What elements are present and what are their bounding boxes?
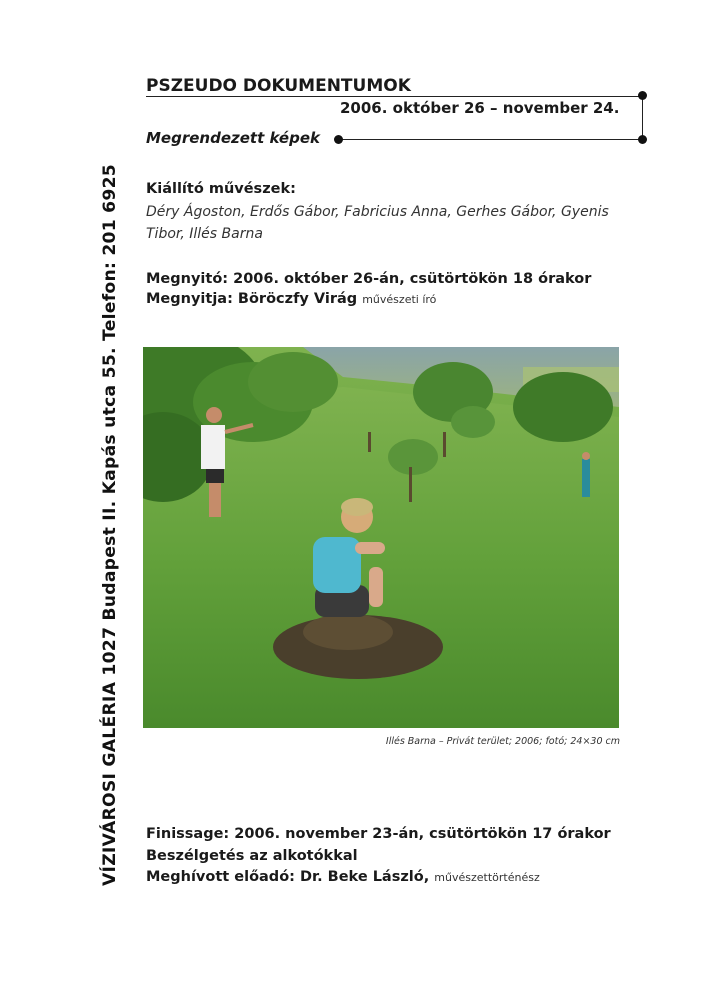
tree-trunk-3 [443,432,446,457]
opener-role: művészeti író [362,293,437,306]
bottom-rule [340,139,644,140]
boy-leg [369,567,383,607]
vertical-address-band [96,96,124,886]
tree-trunk-1 [409,467,412,502]
man-head [206,407,222,423]
tree-mid-2 [451,406,495,438]
finissage-line [146,826,611,842]
boy-hair [341,498,373,516]
right-rule [642,96,643,140]
tree-right-2 [513,372,613,442]
exhibition-subtitle: Megrendezett képek [146,129,320,147]
artists-list: Déry Ágoston, Erdős Gábor, Fabricius Anna, Gerhes Gábor, Gyenis Tibor, Illés Barna [146,204,609,242]
bottom-left-dot [334,135,343,144]
opener-line [146,291,436,307]
top-rule [146,96,644,97]
discussion-line [146,848,358,864]
artists-label: Kiállító művészek: [146,181,296,197]
discussion-text: Beszélgetés az alkotókkal [146,848,358,864]
dirt-mound-top [303,614,393,650]
bottom-right-dot [638,135,647,144]
exhibition-dates: 2006. október 26 – november 24. [340,99,620,117]
photo-illustration [143,347,619,728]
tree-trunk-2 [368,432,371,452]
tree-mid-1 [388,439,438,475]
boy-arm [355,542,385,554]
opening-line [146,271,591,287]
finissage-text: Finissage: 2006. november 23-án, csütörtökön 17 órakor [146,826,611,842]
speaker-line [146,869,540,885]
top-right-dot [638,91,647,100]
boy-shirt [313,537,361,593]
far-man-body [582,459,590,497]
exhibition-photo [143,347,619,728]
speaker-text: Meghívott előadó: Dr. Beke László, [146,869,430,885]
far-man-head [582,452,590,460]
man-shirt [201,425,225,469]
speaker-role: művészettörténész [434,871,540,884]
bush-left-4 [248,352,338,412]
photo-caption: Illés Barna – Privát terület; 2006; fotó; 24×30 cm [385,736,620,747]
opener-text: Megnyitja: Böröczfy Virág [146,291,358,307]
opening-text: Megnyitó: 2006. október 26-án, csütörtökön 18 órakor [146,271,592,287]
gallery-address: VÍZIVÁROSI GALÉRIA 1027 Budapest II. Kapás utca 55. Telefon: 201 6925 [100,163,120,886]
exhibition-title: PSZEUDO DOKUMENTUMOK [146,76,411,96]
